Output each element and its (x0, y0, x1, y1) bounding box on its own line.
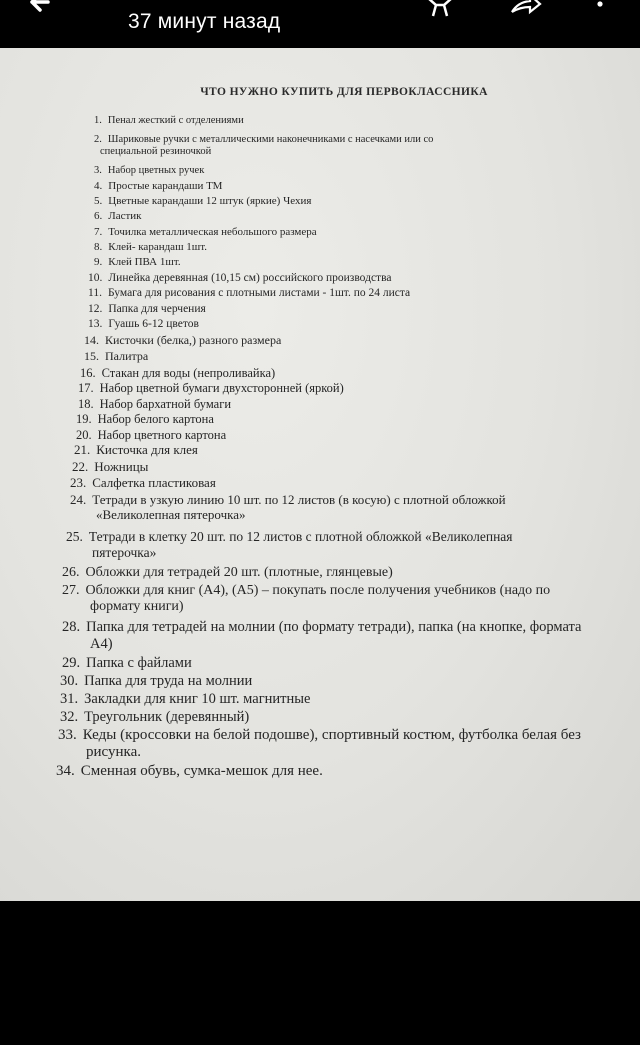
list-item (84, 334, 281, 348)
list-item-number: 31. (60, 691, 79, 707)
list-item (62, 565, 393, 581)
list-item-number: 16. (80, 366, 96, 380)
list-item-text: Линейка деревянная (10,15 см) российского производства (108, 272, 392, 284)
list-item (94, 115, 244, 127)
list-item-text: Тетради в клетку 20 шт. по 12 листов с плотной обложкой «Великолепная (88, 529, 513, 544)
list-item-number: 26. (62, 565, 80, 580)
list-item-text: Ножницы (94, 459, 149, 474)
list-item-text: Сменная обувь, сумка-мешок для нее. (80, 763, 323, 779)
list-item (62, 583, 550, 615)
list-item-continuation: формату книги) (90, 599, 184, 615)
list-item (58, 727, 581, 762)
list-item-number: 22. (72, 459, 89, 474)
list-item-text: Кеды (кроссовки на белой подошве), спортивный костюм, футболка белая без (82, 727, 581, 743)
list-item-number: 15. (84, 349, 99, 363)
list-item-continuation: «Великолепная пятерочка» (96, 506, 246, 522)
list-item-text: Простые карандаши ТМ (108, 180, 223, 192)
list-item (94, 210, 142, 223)
arrow-left-icon[interactable] (28, 0, 68, 20)
list-item (88, 272, 391, 285)
list-item-number: 32. (60, 709, 79, 725)
list-item (78, 381, 344, 395)
more-vertical-icon[interactable] (592, 0, 608, 18)
list-item-text: Обложки для книг (А4), (А5) – покупать после получения учебников (надо по (85, 583, 551, 598)
bottom-black-area (0, 901, 640, 1045)
list-item-text: Треугольник (деревянный) (84, 709, 250, 725)
list-item (80, 366, 275, 380)
list-item (94, 241, 207, 254)
list-item-text: Шариковые ручки с металлическими наконечниками с насечками или со (107, 134, 434, 145)
list-item-text: Набор белого картона (97, 412, 214, 426)
list-item (94, 226, 317, 239)
list-item (94, 134, 433, 158)
list-item-number: 11. (88, 287, 102, 299)
share-icon[interactable] (508, 0, 542, 18)
list-item-text: Кисточка для клея (96, 442, 198, 457)
list-item (84, 350, 148, 364)
list-item-number: 25. (66, 529, 83, 544)
list-item-continuation: А4) (90, 635, 113, 652)
list-item-text: Цветные карандаши 12 штук (яркие) Чехия (108, 195, 312, 207)
list-item-text: Закладки для книг 10 шт. магнитные (84, 691, 311, 707)
list-item-number: 28. (62, 619, 81, 635)
list-item (62, 655, 192, 672)
list-item (70, 476, 216, 491)
timestamp: 37 минут назад (128, 10, 281, 33)
list-item-text: Папка с файлами (86, 655, 192, 671)
list-item (72, 460, 148, 475)
list-item-number: 14. (84, 333, 99, 347)
top-app-bar (0, 0, 640, 48)
list-item-text: Бумага для рисования с плотными листами - 1шт. по 24 листа (107, 287, 411, 299)
list-item-number: 6. (94, 210, 103, 222)
list-item-text: Папка для тетрадей на молнии (по формату тетради), папка (на кнопке, формата (86, 619, 582, 635)
list-item-number: 9. (94, 256, 103, 268)
list-item (60, 709, 249, 726)
list-item-number: 1. (94, 115, 102, 126)
list-item-number: 34. (56, 763, 75, 779)
list-item-text: Папка для труда на молнии (84, 673, 253, 689)
list-item-continuation: рисунка. (86, 744, 141, 761)
list-item-continuation: пятерочка» (92, 544, 157, 560)
list-item (94, 165, 204, 177)
list-item-number: 7. (94, 226, 103, 238)
list-item-number: 30. (60, 673, 79, 689)
list-item (94, 195, 311, 208)
list-item (66, 529, 513, 560)
list-item-number: 18. (78, 397, 94, 411)
list-item-number: 29. (62, 655, 81, 671)
list-item-text: Набор цветной бумаги двухсторонней (яркой) (99, 381, 344, 395)
document-photo[interactable] (0, 48, 640, 901)
list-item-text: Набор бархатной бумаги (99, 397, 232, 411)
list-item-text: Точилка металлическая небольшого размера (108, 226, 317, 238)
list-item-text: Пенал жесткий с отделениями (107, 115, 244, 126)
list-item-number: 2. (94, 134, 102, 145)
list-item (78, 397, 231, 411)
list-item-text: Тетради в узкую линию 10 шт. по 12 листов (в косую) с плотной обложкой (92, 492, 506, 507)
list-item (76, 412, 214, 426)
list-item (94, 180, 222, 193)
list-item-number: 4. (94, 180, 103, 192)
list-item-number: 23. (70, 475, 87, 490)
list-item (70, 493, 506, 523)
list-item-number: 27. (62, 583, 80, 598)
document-title: ЧТО НУЖНО КУПИТЬ ДЛЯ ПЕРВОКЛАССНИКА (200, 86, 488, 98)
list-item-number: 10. (88, 272, 103, 284)
list-item (74, 443, 198, 458)
list-item-text: Клей- карандаш 1шт. (108, 241, 207, 253)
list-item (76, 428, 226, 442)
list-item (88, 303, 206, 316)
list-item (56, 763, 323, 780)
star-icon[interactable] (424, 0, 456, 18)
list-item-text: Набор цветных ручек (107, 165, 205, 176)
list-item-number: 24. (70, 492, 87, 507)
list-item-number: 8. (94, 241, 103, 253)
list-item-text: Ластик (108, 210, 142, 222)
list-item (62, 619, 582, 652)
list-item-text: Обложки для тетрадей 20 шт. (плотные, глянцевые) (85, 565, 393, 580)
list-item-number: 19. (76, 412, 92, 426)
list-item-text: Гуашь 6-12 цветов (108, 318, 199, 330)
list-item-text: Стакан для воды (непроливайка) (101, 366, 276, 380)
list-item-text: Кисточки (белка,) разного размера (105, 333, 282, 347)
list-item-number: 3. (94, 165, 102, 176)
list-item (88, 287, 410, 300)
list-item-number: 17. (78, 381, 94, 395)
list-item (60, 691, 310, 708)
list-item-number: 5. (94, 195, 103, 207)
list-item-text: Папка для черчения (108, 303, 206, 315)
list-item (88, 318, 199, 331)
list-item-text: Палитра (105, 349, 149, 363)
list-item-text: Набор цветного картона (97, 428, 227, 442)
list-item-text: Салфетка пластиковая (92, 475, 216, 490)
list-item-number: 13. (88, 318, 103, 330)
list-item-continuation: специальной резиночкой (100, 146, 212, 158)
list-item-number: 20. (76, 428, 92, 442)
list-item-text: Клей ПВА 1шт. (108, 256, 181, 268)
list-item-number: 33. (58, 727, 77, 743)
list-item (60, 673, 252, 690)
list-item (94, 256, 181, 269)
list-item-number: 21. (74, 442, 91, 457)
list-item-number: 12. (88, 303, 103, 315)
